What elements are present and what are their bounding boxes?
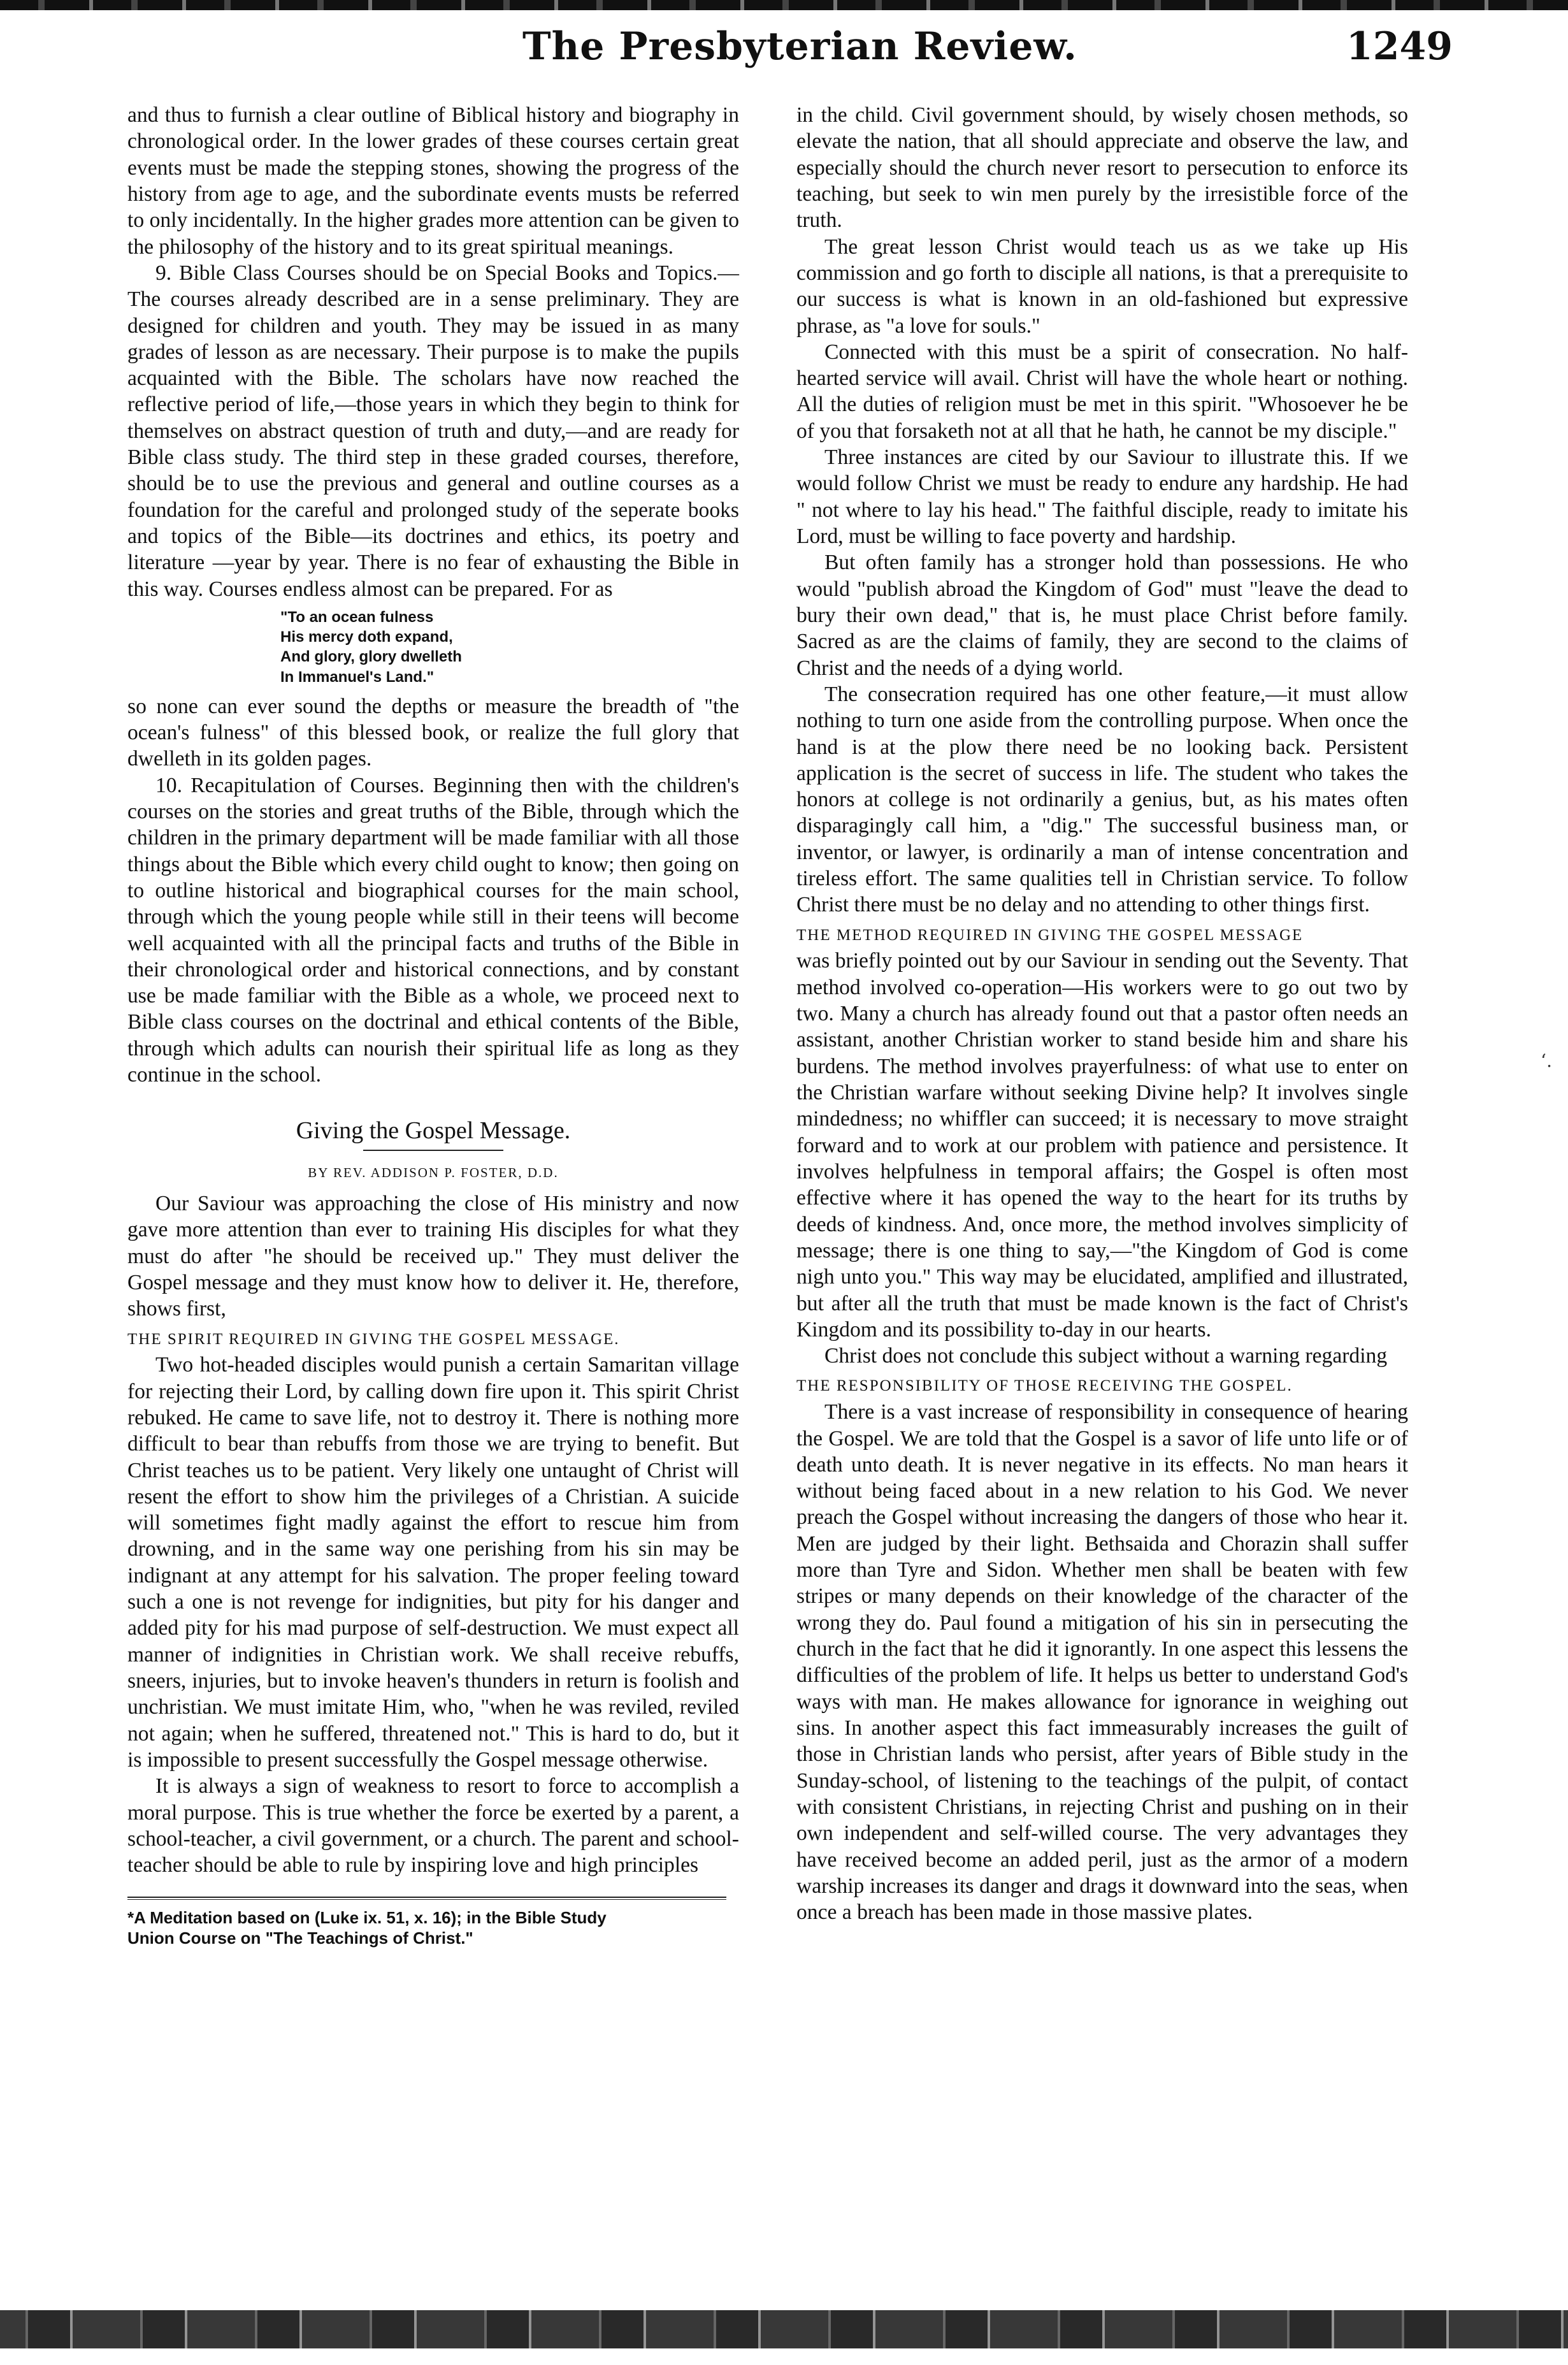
paragraph: Our Saviour was approaching the close of His ministry and now gave more attention than ever to training His disciples for what they must do after "he should be received up." They must deliver the Gospel message and they must know how to deliver it. He, therefore, shows first, — [127, 1191, 739, 1321]
byline: BY REV. ADDISON P. FOSTER, D.D. — [308, 1165, 559, 1181]
paragraph: was briefly pointed out by our Saviour in sending out the Seventy. That method involved co-operation—His workers were to go out two by two. Many a church has already found out that a pastor often needs an assistant, another Christian worker to stand beside him and share his burdens. The method involves prayerfulness: of what use to enter on the Christian warfare without seeking Divine help? It involves single mindedness; no whiffler can succeed; it is necessary to move straight forward and to work at our problem with patience and persistence. It involves helpfulness in temporal affairs; the Gospel is often most effective where it has opened the way to the heart for its truths by deeds of kindness. And, once more, the method involves simplicity of message; there is one thing to say,—"the Kingdom of God is come nigh unto you." This way may be elucidated, amplified and illustrated, but after all the truth that must be made known is the fact of Christ's Kingdom and its possibility to-day in our hearts. — [796, 949, 1408, 1342]
page-number: 1249 — [1346, 24, 1453, 69]
paragraph: Connected with this must be a spirit of consecration. No half-hearted service will avail. Christ will have the whole heart or nothing. All the duties of religion must be met in this spirit. "Whosoever he be of you that forsaketh not at all that he hath, he cannot be my disciple." — [796, 340, 1408, 443]
footnote-divider — [127, 1897, 726, 1898]
verse-line: In Immanuel's Land." — [280, 668, 435, 686]
paragraph: There is a vast increase of responsibility in consequence of hearing the Gospel. We are told that the Gospel is a savor of life unto life or of death unto death. It is never negative in its effects. No man hears it without being faced about in a new relation to his God. We never preach the Gospel without increasing the dangers of those who hear it. Men are judged by their light. Bethsaida and Chorazin shall suffer more than Tyre and Sidon. Whether men shall be beaten with few stripes or many depends on their knowledge of the character of the wrong they do. Paul found a mitigation of his sin in persecuting the church in the fact that he did it ignorantly. In one aspect this lessens the difficulties of the problem of life. It helps us better to understand God's ways with man. He makes allowance for ignorance in weighing out sins. In another aspect this fact immeasurably increases the guilt of those in Christian lands who persist, after years of Bible study in the Sunday-school, of listening to the teachings of the pulpit, of contact with consistent Christians, in rejecting Christ and pushing on in their own independent and self-willed course. The very advantages they have received become an added peril, just as the armor of a modern warship increases its danger and drags it downward into the seas, when once a breach has been made in those massive plates. — [796, 1400, 1408, 1925]
paragraph: But often family has a stronger hold than possessions. He who would "publish abroad the Kingdom of God" must "leave the dead to bury their own dead," that is, he must place Christ before family. Sacred as are the claims of family, they are second to the claims of Christ and the needs of a dying world. — [796, 551, 1408, 680]
title-divider — [363, 1150, 503, 1151]
paragraph: Two hot-headed disciples would punish a certain Samaritan village for rejecting their Lord, by calling down fire upon it. This spirit Christ rebuked. He came to save life, not to destroy it. There is nothing more difficult to bear than rebuffs from those we are trying to benefit. But Christ teaches us to be patient. Very likely one untaught of Christ will resent the effort to show him the privileges of a Christian. A suicide will sometimes fight madly against the effort to rescue him from drowning, and in the same way one perishing from his sin may be indignant at any attempt for his salvation. The proper feeling toward such a one is not revenge for indignities, but pity for his danger and added pity for his mad purpose of self-destruction. We must expect all manner of indignities in Christian work. We shall receive rebuffs, sneers, injuries, but to invoke heaven's thunders in return is foolish and unchristian. We must imitate Him, who, "when he was reviled, reviled not again; when he suffered, threatened not." This is hard to do, but it is impossible to present successfully the Gospel message otherwise. — [127, 1353, 739, 1772]
paragraph: in the child. Civil government should, by wisely chosen methods, so elevate the nation, that all should appreciate and observe the law, and especially should the church never resort to persecution to enforce its teaching, but seek to win men purely by the irresistible force of the truth. — [796, 103, 1408, 233]
paragraph: The consecration required has one other feature,—it must allow nothing to turn one aside from the controlling purpose. When once the hand is at the plow there need be no looking back. Persistent application is the secret of success in life. The student who takes the honors at college is not ordinarily a genius, but, as his mates often disparagingly call him, a "dig." The successful business man, or inventor, or lawyer, is ordinarily a man of intense concentration and tireless effort. The same qualities tell in Christian service. To follow Christ there must be no delay and no attending to other things first. — [796, 682, 1408, 917]
right-column — [796, 102, 1408, 1925]
verse-line: "To an ocean fulness — [280, 608, 434, 626]
footnote — [127, 1907, 739, 1949]
margin-mark: ‘․ — [1541, 1050, 1553, 1071]
verse-line: And glory, glory dwelleth — [280, 648, 462, 666]
verse-line: His mercy doth expand, — [280, 628, 453, 646]
paragraph: 9. Bible Class Courses should be on Special Books and Topics.—The courses already described are in a sense preliminary. They are designed for children and youth. They may be issued in as many grades of lesson as are necessary. Their purpose is to make the pupils acquainted with the Bible. The scholars have now reached the reflective period of life,—those years in which they begin to think for themselves on abstract question of truth and duty,—and are ready for Bible class study. The third step in these graded courses, therefore, should be to use the previous and general and outline courses as a foundation for the careful and prolonged study of the seperate books and topics of the Bible—its doctrines and ethics, its poetry and literature —year by year. There is no fear of exhausting the Bible in this way. Courses endless almost can be prepared. For as — [127, 261, 739, 601]
section-heading: THE RESPONSIBILITY OF THOSE RECEIVING THE GOSPEL. — [796, 1377, 1293, 1395]
footnote-divider — [127, 1899, 726, 1900]
paragraph: Christ does not conclude this subject without a warning regarding — [824, 1344, 1388, 1368]
top-border-rule — [0, 0, 1568, 10]
bottom-border-rule — [0, 2310, 1568, 2348]
section-heading: THE METHOD REQUIRED IN GIVING THE GOSPEL MESSAGE — [796, 926, 1304, 944]
paragraph: Three instances are cited by our Saviour to illustrate this. If we would follow Christ we must be ready to endure any hardship. He had " not where to lay his head." The faithful disciple, ready to imitate his Lord, must be willing to face poverty and hardship. — [796, 445, 1408, 548]
paragraph: and thus to furnish a clear outline of Biblical history and biography in chronological order. In the lower grades of these courses certain great events must be made the stepping stones, showing the progress of the history from age to age, and the subordinate events musts be referred to only incidentally. In the higher grades more attention can be given to the philosophy of the history and to its great spiritual meanings. — [127, 103, 739, 259]
paragraph: so none can ever sound the depths or measure the breadth of "the ocean's fulness" of this blessed book, or realize the full glory that dwelleth in its golden pages. — [127, 694, 739, 771]
verse-quotation — [280, 607, 739, 687]
paragraph: It is always a sign of weakness to resort to force to accomplish a moral purpose. This is true whether the force be exerted by a parent, a school-teacher, a civil government, or a church. The parent and school-teacher should be able to rule by inspiring love and high principles — [127, 1774, 739, 1877]
running-header — [127, 24, 1453, 88]
footnote-line: *A Meditation based on (Luke ix. 51, x. 16); in the Bible Study — [127, 1907, 607, 1927]
article-title: Giving the Gospel Message. — [296, 1117, 571, 1145]
running-title: The Presbyterian Review. — [522, 24, 1077, 69]
section-heading: THE SPIRIT REQUIRED IN GIVING THE GOSPEL MESSAGE. — [127, 1330, 620, 1348]
left-column — [127, 102, 739, 1949]
paragraph: The great lesson Christ would teach us as we take up His commission and go forth to disciple all nations, is that a prerequisite to our success is what is known in an old-fashioned but expressive phrase, as "a love for souls." — [796, 235, 1408, 338]
paragraph: 10. Recapitulation of Courses. Beginning then with the children's courses on the stories and great truths of the Bible, through which the children in the primary department will be made familiar with all those things about the Bible which every child ought to know; then going on to outline historical and biographical courses for the main school, through which the young people while still in their teens will become well acquainted with all the principal facts and truths of the Bible in their chronological order and historical connections, and by constant use be made familiar with the Bible as a whole, we proceed next to Bible class courses on the doctrinal and ethical contents of the Bible, through which adults can nourish their spiritual life as long as they continue in the school. — [127, 773, 739, 1087]
footnote-line: Union Course on "The Teachings of Christ." — [127, 1928, 473, 1948]
